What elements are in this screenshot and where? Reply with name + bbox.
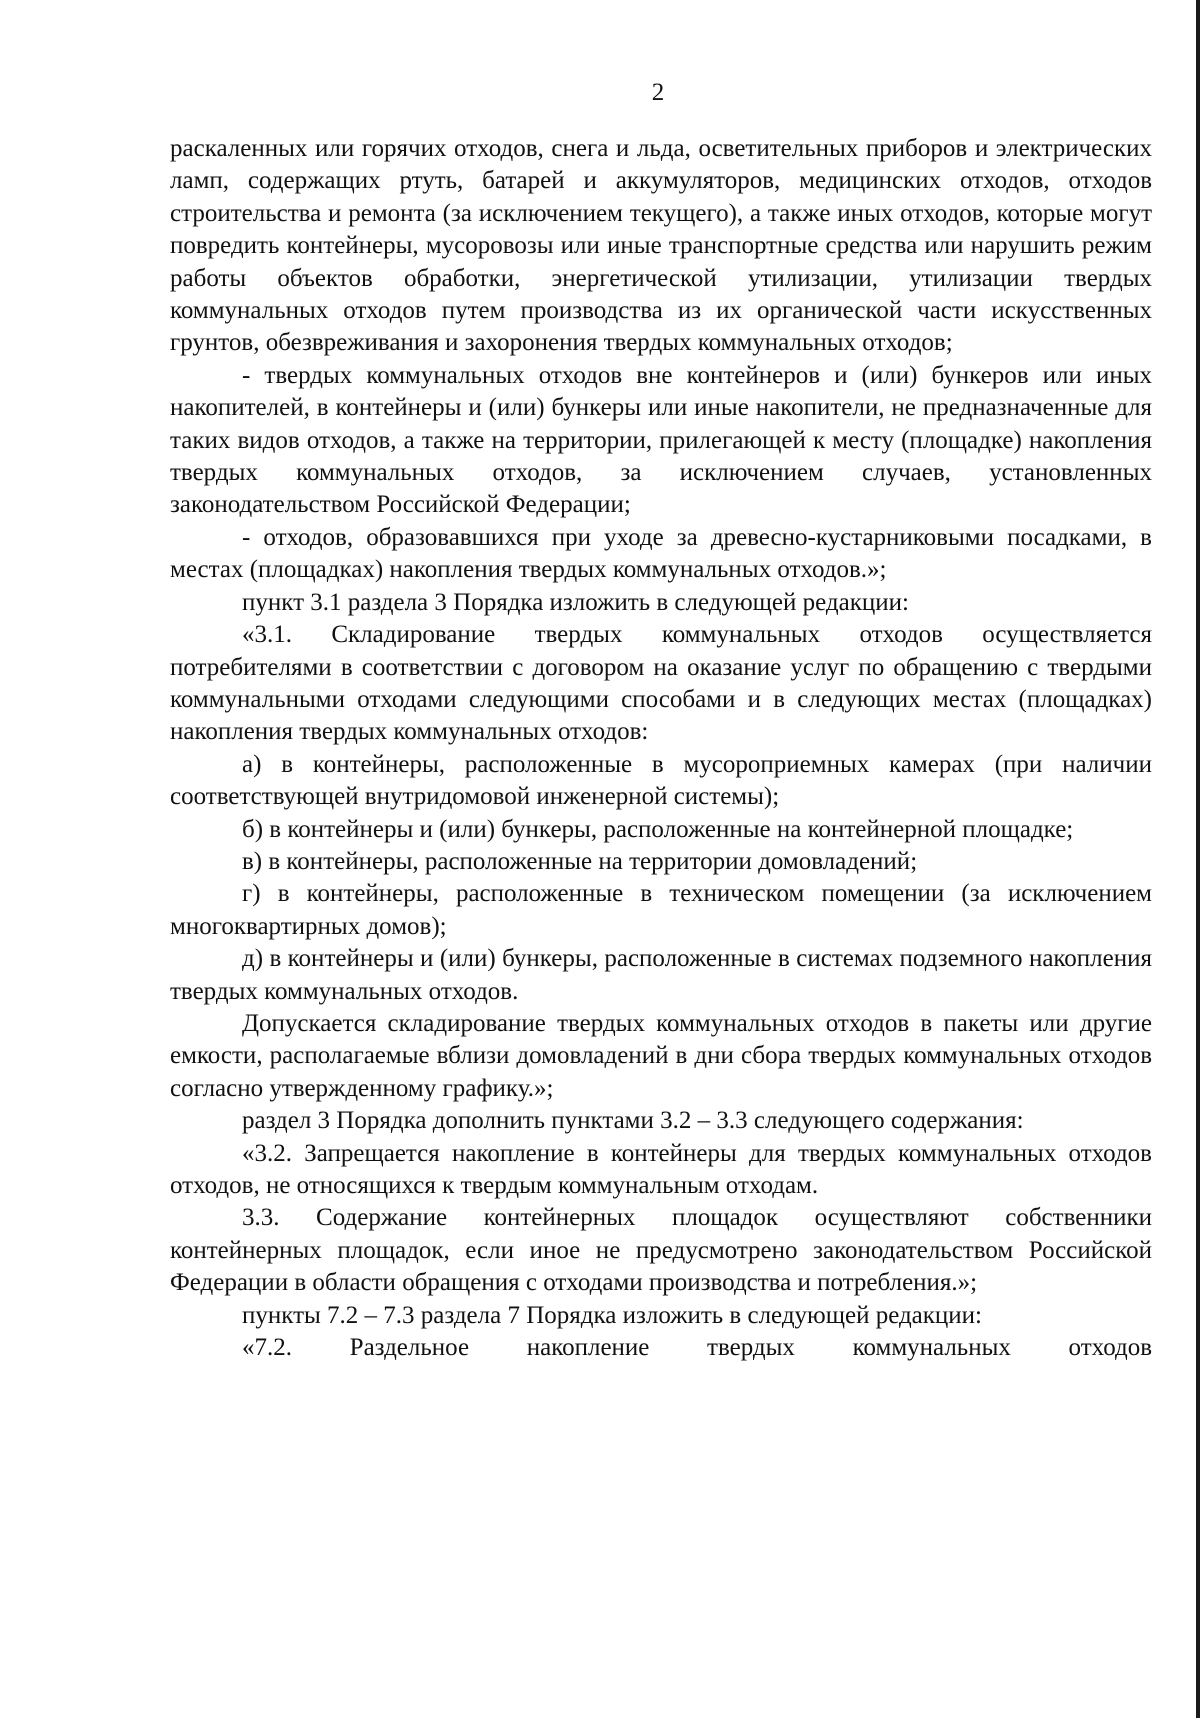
- page-number: 2: [651, 79, 665, 106]
- paragraph-16: «7.2. Раздельное накопление твердых коммунальных отходов: [242, 1334, 1152, 1362]
- paragraph-5: «3.1. Складирование твердых коммунальных отходов осуществляется потребителями в соответствии с договором на оказание услуг по обращению с твердыми коммунальными отходами следующими способами и в следующих местах (площадках) накопления твердых коммунальных отходов:: [170, 621, 1152, 746]
- paragraph-7: б) в контейнеры и (или) бункеры, расположенные на контейнерной площадке;: [242, 815, 1074, 843]
- paragraph-3: - отходов, образовавшихся при уходе за древесно-кустарниковыми посадками, в местах (площадках) накопления твердых коммунальных отходов.»;: [170, 523, 1152, 584]
- paragraph-11: Допускается складирование твердых коммунальных отходов в пакеты или другие емкости, располагаемые вблизи домовладений в дни сбора твердых коммунальных отходов согласно утвержденному графику.»;: [170, 1009, 1152, 1102]
- paragraph-6: а) в контейнеры, расположенные в мусороприемных камерах (при наличии соответствующей внутридомовой инженерной системы);: [170, 750, 1152, 811]
- paragraph-15: пункты 7.2 – 7.3 раздела 7 Порядка изложить в следующей редакции:: [242, 1301, 983, 1329]
- page-edge: [1196, 0, 1200, 1718]
- paragraph-14: 3.3. Содержание контейнерных площадок осуществляют собственники контейнерных площадок, если иное не предусмотрено законодательством Российской Федерации в области обращения с отходами производства и потребления.»;: [170, 1204, 1152, 1297]
- paragraph-8: в) в контейнеры, расположенные на территории домовладений;: [242, 847, 918, 875]
- paragraph-13: «3.2. Запрещается накопление в контейнеры для твердых коммунальных отходов отходов, не относящихся к твердым коммунальным отходам.: [170, 1139, 1152, 1199]
- paragraph-12: раздел 3 Порядка дополнить пунктами 3.2 – 3.3 следующего содержания:: [242, 1107, 1024, 1135]
- paragraph-9: г) в контейнеры, расположенные в техническом помещении (за исключением многоквартирных домов);: [170, 880, 1152, 940]
- paragraph-2: - твердых коммунальных отходов вне контейнеров и (или) бункеров или иных накопителей, в контейнеры и (или) бункеры или иные накопители, не предназначенные для таких видов отходов, а также на территории, прилегающей к месту (площадке) накопления твердых коммунальных отходов, за исключением случаев, установленных законодательством Российской Федерации;: [170, 361, 1152, 519]
- paragraph-1: раскаленных или горячих отходов, снега и льда, осветительных приборов и электрических ламп, содержащих ртуть, батарей и аккумуляторов, медицинских отходов, отходов строительства и ремонта (за исключением текущего), а также иных отходов, которые могут повредить контейнеры, мусоровозы или иные транспортные средства или нарушить режим работы объектов обработки, энергетической утилизации, утилизации твердых коммунальных отходов путем производства из их органической части искусственных грунтов, обезвреживания и захоронения твердых коммунальных отходов;: [170, 135, 1152, 357]
- document-body: [170, 133, 1152, 1364]
- paragraph-4: пункт 3.1 раздела 3 Порядка изложить в следующей редакции:: [242, 588, 909, 616]
- paragraph-10: д) в контейнеры и (или) бункеры, расположенные в системах подземного накопления твердых коммунальных отходов.: [170, 945, 1152, 1005]
